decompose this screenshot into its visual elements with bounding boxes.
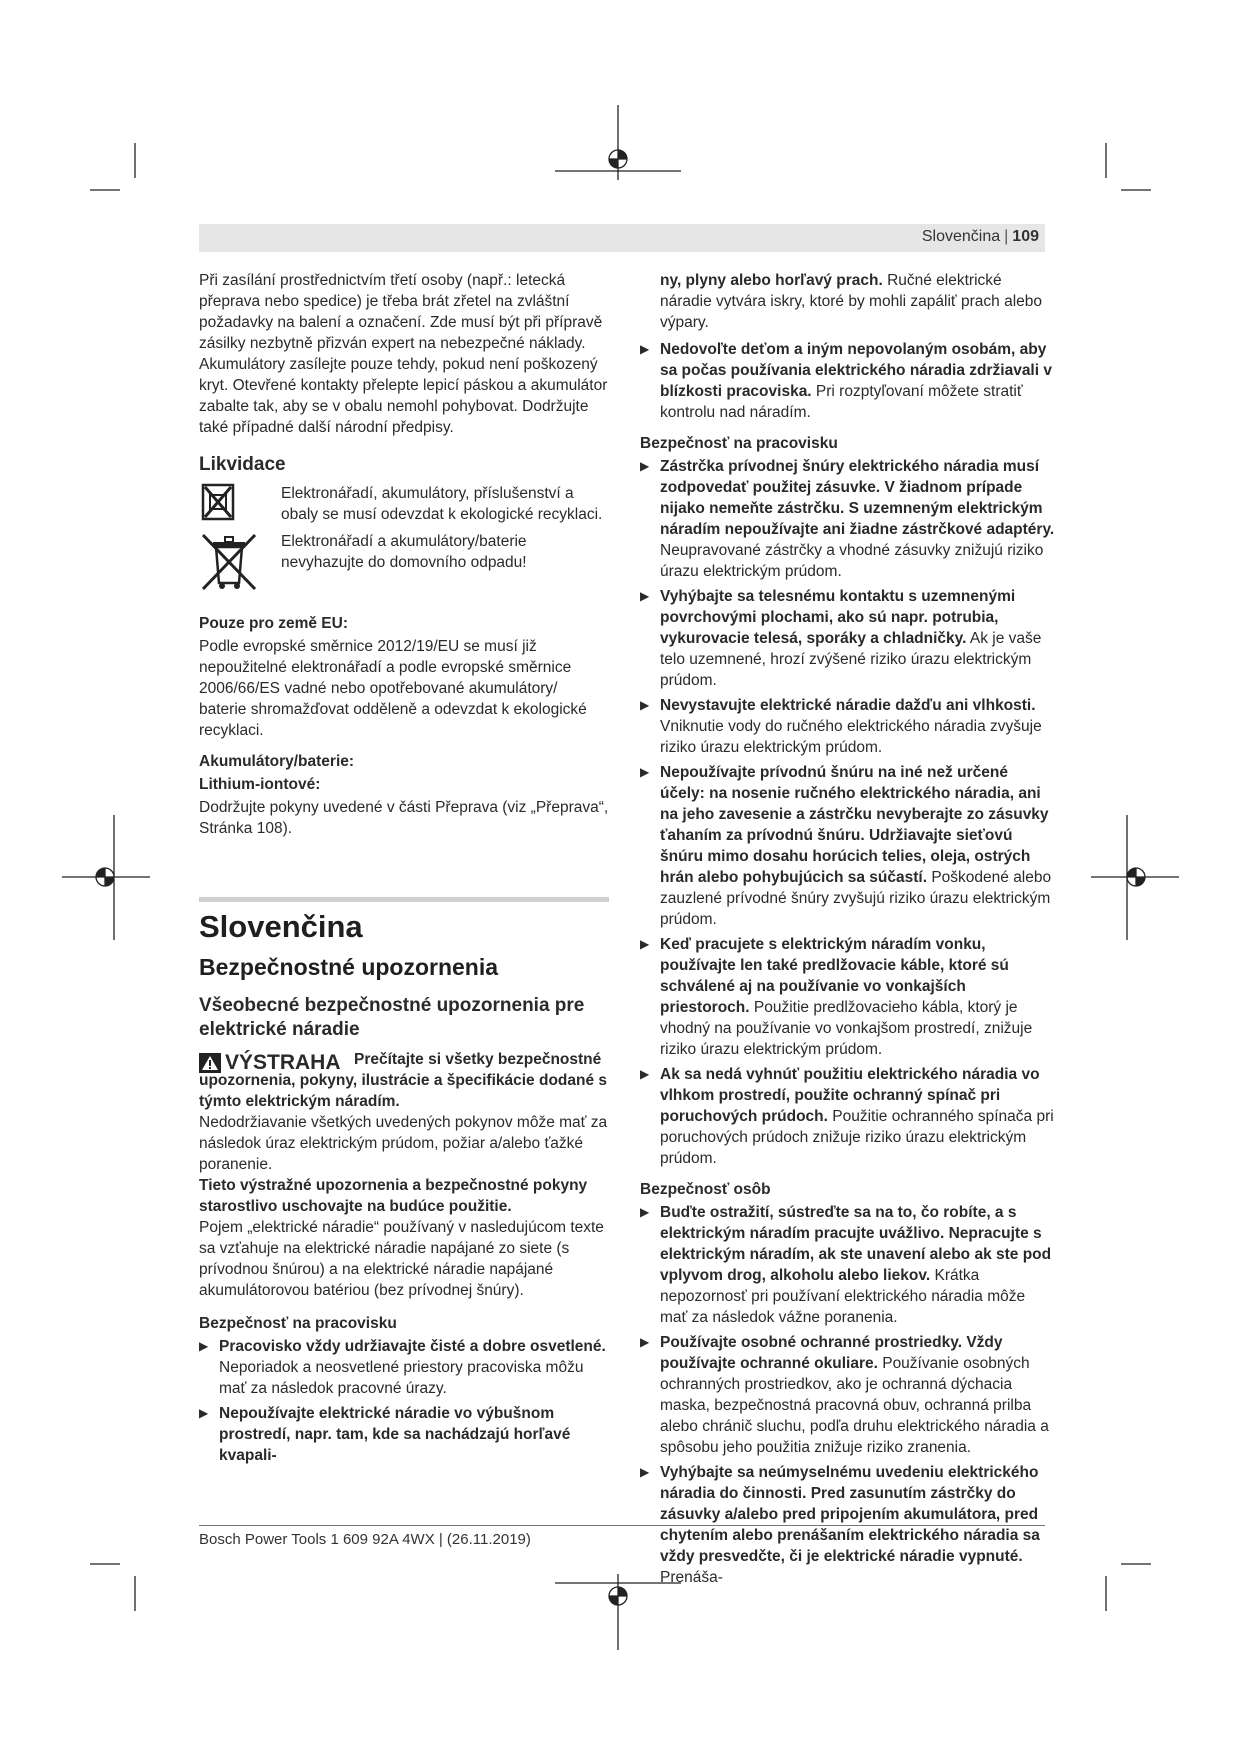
left-column — [199, 270, 609, 1470]
eu-heading: Pouze pro země EU: — [199, 615, 348, 632]
list-item: ▶ Vyhýbajte sa neúmyselnému uvedeniu elektrického náradia do činnosti. Pred zasunutím zástrčky do zásuvky a/alebo pred pripojením akumulátora, pred chytením alebo prenášaním elektrického náradia sa vždy presvedčte, či je elektrické náradie vypnuté. Prenáša- — [640, 1462, 1055, 1588]
lithium-text: Dodržujte pokyny uvedené v části Přeprava (viz „Přeprava“, Stránka 108). — [199, 799, 609, 837]
list-item: ▶ Používajte osobné ochranné prostriedky. Vždy používajte ochranné okuliare. Používanie osobných ochranných prostriedkov, ako je ochranná dýchacia maska, bezpečnostná pracovná obuv, ochranná prilba alebo chránič sluchu, podľa druhu elektrického náradia a spôsobu jeho použitia znižuje riziko zranenia. — [640, 1332, 1055, 1458]
list-item: ▶ Nedovoľte deťom a iným nepovolaným osobám, aby sa počas používania elektrického náradia zdržiavali v blízkosti pracoviska. Pri rozptyľovaní môžete stratiť kontrolu nad náradím. — [640, 339, 1055, 423]
warning-text: Nedodržiavanie všetkých uvedených pokynov môže mať za následok úraz elektrickým prúdom, požiar a/alebo ťažké poranenie. — [199, 1114, 608, 1173]
bin-row — [199, 531, 609, 599]
continued-paragraph: ny, plyny alebo horľavý prach. Ručné elektrické náradie vytvára iskry, ktoré by mohli zapáliť prach alebo výpary. — [660, 272, 1043, 331]
header-text — [922, 228, 1039, 246]
list-item: ▶ Pracovisko vždy udržiavajte čisté a dobre osvetlené. Neporiadok a neosvetlené priestory pracoviska môžu mať za následok pracovné úrazy. — [199, 1336, 609, 1399]
bin-text: Elektronářadí a akumulátory/baterie nevyhazujte do domovního odpadu! — [281, 533, 527, 571]
recycle-text: Elektronářadí, akumulátory, příslušenství a obaly se musí odevzdat k ekologické recyklaci. — [281, 485, 603, 523]
language-title: Slovenčina — [199, 909, 363, 944]
list-item: ▶ Ak sa nedá vyhnúť použitiu elektrického náradia vo vlhkom prostredí, použite ochranný spínač pri poruchových prúdoch. Použitie ochranného spínača pri poruchových prúdoch znižuje riziko úrazu elektrickým prúdom. — [640, 1064, 1055, 1169]
shipping-paragraph: Při zasílání prostřednictvím třetí osoby (např.: letecká přeprava nebo spedice) je třeba brát zřetel na zvláštní požadavky na balení a označení. Zde musí být při přípravě zásilky nezbytně přizván expert na nebezpečné náklady. — [199, 272, 603, 352]
list-item: ▶ Keď pracujete s elektrickým náradím vonku, používajte len také predlžovacie káble, ktoré sú schválené aj na používanie vo vonkajších priestoroch. Použitie predlžovacieho kábla, ktorý je vhodný na používanie vo vonkajšom prostredí, znižuje riziko úrazu elektrickým prúdom. — [640, 934, 1055, 1060]
term-definition-text: Pojem „elektrické náradie“ používaný v nasledujúcom texte sa vzťahuje na elektrické náradie napájané zo siete (s prívodnou šnúrou) a na elektrické náradie napájané akumulátorovou batériou (bez prívodnej šnúry). — [199, 1219, 604, 1299]
section-divider — [199, 897, 609, 902]
footer-rule — [199, 1525, 1045, 1526]
disposal-heading: Likvidace — [199, 454, 286, 475]
safety-heading: Bezpečnostné upozornenia — [199, 954, 499, 980]
page-header — [199, 224, 1045, 252]
recycle-row — [199, 483, 609, 527]
right-column — [640, 270, 1055, 1592]
recycle-packaging-icon — [199, 483, 261, 527]
list-item: ▶ Nepoužívajte prívodnú šnúru na iné než určené účely: na nosenie ručného elektrického náradia, ani na jeho zavesenie a zástrčku nevyberajte zo zásuvky ťahaním za prívodnú šnúru. Udržiavajte sieťovú šnúru mimo dosahu horúcich telies, oleja, ostrých hrán alebo pohybujúcich sa súčastí. Poškodené alebo zauzlené prívodné šnúry zvyšujú riziko úrazu elektrickým prúdom. — [640, 762, 1055, 930]
list-item: ▶ Nepoužívajte elektrické náradie vo výbušnom prostredí, napr. tam, kde sa nachádzajú horľavé kvapali- — [199, 1403, 609, 1466]
general-warnings-heading: Všeobecné bezpečnostné upozornenia pre elektrické náradie — [199, 995, 585, 1040]
electrical-safety-list — [640, 456, 1055, 1169]
list-item: ▶ Buďte ostražití, sústreďte sa na to, čo robíte, a s elektrickým náradím pracujte uvážlivo. Nepracujte s elektrickým náradím, ak ste unavení alebo ak ste pod vplyvom drog, alkoholu alebo liekov. Krátka nepozornosť pri používaní elektrického náradia môže mať za následok vážne poranenia. — [640, 1202, 1055, 1328]
eu-text: Podle evropské směrnice 2012/19/EU se musí již nepoužitelné elektronářadí a podle evropské směrnice 2006/66/ES vadné nebo opotřebované akumulátory/ baterie shromažďovat odděleně a odevzdat k ekologické recyklaci. — [199, 638, 587, 739]
lithium-heading: Lithium-iontové: — [199, 776, 321, 793]
header-separator: | — [1004, 228, 1009, 245]
electrical-safety-heading: Bezpečnosť na pracovisku — [640, 435, 838, 452]
battery-heading: Akumulátory/baterie: — [199, 753, 355, 770]
header-section: Slovenčina — [921, 228, 1001, 245]
shipping-paragraph-2: Akumulátory zasílejte pouze tehdy, pokud není poškozený kryt. Otevřené kontakty přelepte lepicí páskou a akumulátor zabalte tak, aby se v obalu nemohl pohybovat. Dodržujte také případné další národní předpisy. — [199, 356, 608, 436]
personal-safety-list — [640, 1202, 1055, 1588]
crossed-bin-icon — [199, 531, 261, 599]
keep-instructions-text: Tieto výstražné upozornenia a bezpečnostné pokyny starostlivo uschovajte na budúce použitie. — [199, 1177, 588, 1215]
workplace-list — [199, 1336, 609, 1466]
warning-bold-text: Prečítajte si všetky bezpečnostné upozornenia, pokyny, ilustrácie a špecifikácie dodané s týmto elektrickým náradím. — [199, 1051, 608, 1110]
list-item: ▶ Nevystavujte elektrické náradie dažďu ani vlhkosti. Vniknutie vody do ručného elektrického náradia zvyšuje riziko úrazu elektrickým prúdom. — [640, 695, 1055, 758]
footer-text: Bosch Power Tools 1 609 92A 4WX | (26.11.2019) — [199, 1531, 531, 1548]
workplace-heading: Bezpečnosť na pracovisku — [199, 1315, 397, 1332]
children-list — [640, 339, 1055, 423]
personal-safety-heading: Bezpečnosť osôb — [640, 1181, 771, 1198]
page-number: 109 — [1012, 228, 1039, 245]
list-item: ▶ Vyhýbajte sa telesnému kontaktu s uzemnenými povrchovými plochami, ako sú napr. potrubia, vykurovacie telesá, sporáky a chladničky. Ak je vaše telo uzemnené, hrozí zvýšené riziko úrazu elektrickým prúdom. — [640, 586, 1055, 691]
warning-label-text: VÝSTRAHA — [225, 1051, 341, 1074]
list-item: ▶ Zástrčka prívodnej šnúry elektrického náradia musí zodpovedať použitej zásuvke. V žiadnom prípade nijako nemeňte zástrčku. S uzemneným elektrickým náradím nepoužívajte ani žiadne zástrčkové adaptéry. Neupravované zástrčky a vhodné zásuvky znižujú riziko úrazu elektrickým prúdom. — [640, 456, 1055, 582]
